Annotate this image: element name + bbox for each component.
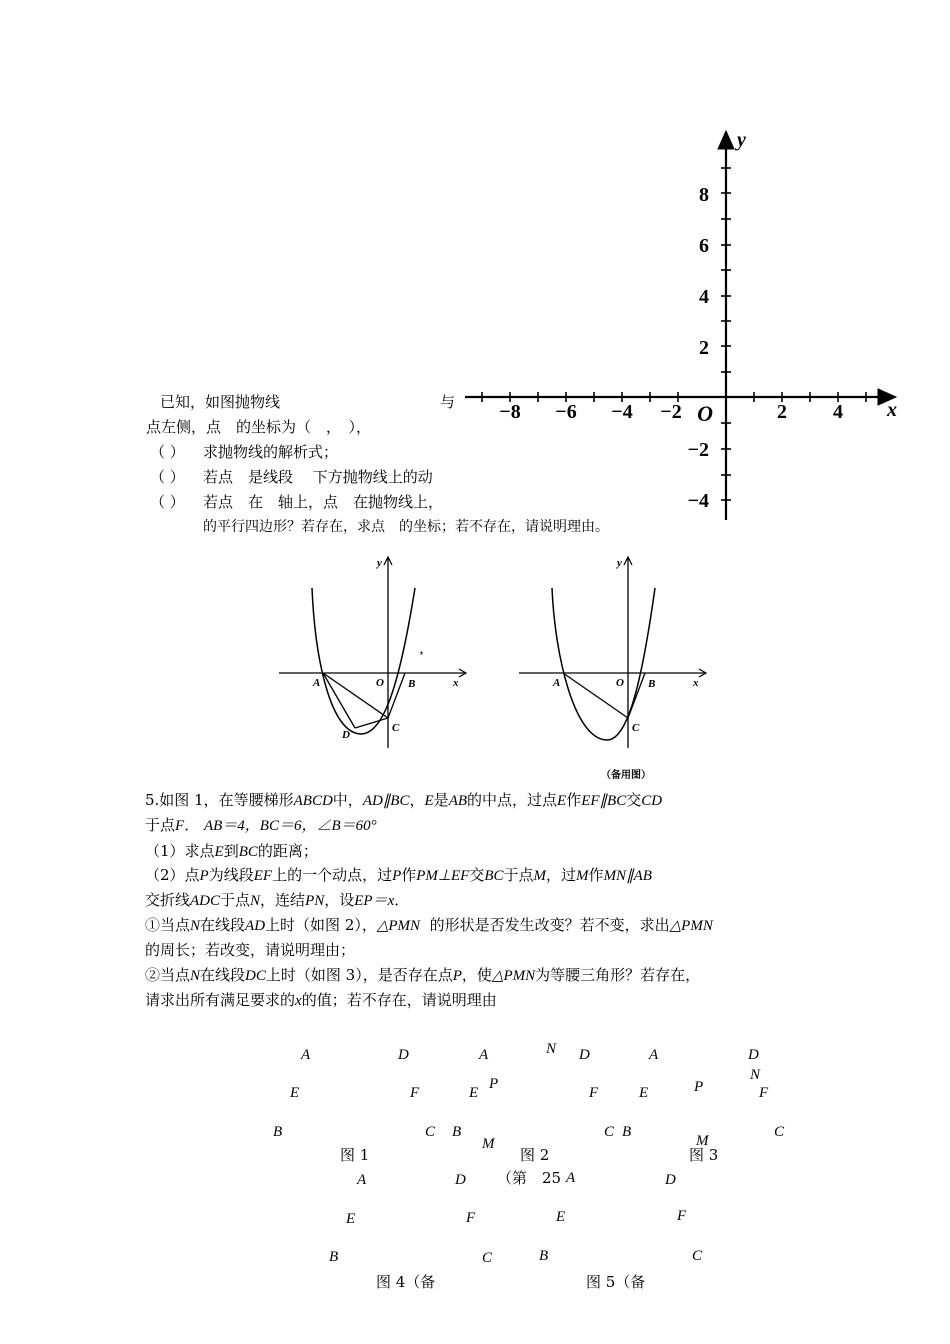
label-D: D [342,729,350,741]
fig4-caption: 图 4（备 [376,1273,436,1291]
fig5-label-F: F [677,1208,687,1224]
svg-text:,: , [420,642,423,656]
fig2-label-F: F [589,1085,599,1101]
fig5-label-E: E [556,1209,566,1225]
fig5-label-A: A [566,1170,576,1186]
fig3-label-E: E [639,1085,649,1101]
p5-line9: 请求出所有满足要求的x的值；若不存在，请说明理由 [145,991,497,1009]
p5-line3: （1）求点E到BC的距离； [145,842,318,860]
parabola-figure-main [275,548,475,753]
x-tick-label: −4 [611,401,633,423]
p5-line6: ①当点N在线段AD上时（如图 2），△PMN 的形状是否发生改变？若不变，求出△PMN [145,916,713,934]
fig2-label-N: N [546,1041,557,1057]
p4-q3-line2: 的平行四边形？若存在，求点 的坐标；若不存在，请说明理由。 [203,519,609,535]
label-O: O [376,677,384,689]
fig2-label-D: D [579,1047,590,1063]
fig4-label-D: D [455,1172,466,1188]
x-tick-label: 2 [777,401,787,423]
label-y: y [617,557,622,569]
p4-q3-num: （ ） [150,493,185,511]
p4-q1-num: （ ） [150,443,185,461]
y-tick-label: 6 [699,235,709,257]
label-x: x [453,677,459,689]
fig1-label-B: B [273,1124,283,1140]
fig5-caption: 图 5（备 [586,1273,646,1291]
fig4-label-E: E [346,1211,356,1227]
label-B: B [408,678,416,690]
p5-line8: ②当点N在线段DC上时（如图 3），是否存在点P，使△PMN为等腰三角形？若存在， [145,966,701,984]
label-x: x [693,677,699,689]
p4-q2-text: 若点 是线段 下方抛物线上的动 [203,468,433,486]
p4-q3-text: 若点 在 轴上，点 在抛物线上， [203,493,444,511]
middle-caption: （第 25 [497,1169,562,1187]
label-O: O [616,677,624,689]
fig1-caption: 图 1 [340,1146,370,1164]
spare-figure-caption: （备用图） [601,770,651,781]
p4-line1-tail: 与 [440,393,456,411]
fig5-label-D: D [665,1172,676,1188]
fig1-label-C: C [425,1124,436,1140]
y-tick-label: 2 [699,337,709,359]
label-A: A [313,677,321,689]
label-C: C [392,722,400,734]
x-tick-label: −8 [499,401,521,423]
fig4-label-F: F [466,1210,476,1226]
fig2-caption: 图 2 [520,1146,550,1164]
fig5-label-B: B [539,1248,549,1264]
fig3-label-B: B [622,1124,632,1140]
fig4-label-A: A [357,1172,367,1188]
y-tick-label: −4 [687,490,709,512]
fig3-label-N: N [750,1067,761,1083]
fig4-label-B: B [329,1249,339,1265]
x-axis-label: x [887,399,897,421]
p4-line1: 已知，如图抛物线 [160,393,281,411]
fig2-label-E: E [469,1085,479,1101]
fig1-label-D: D [398,1047,409,1063]
y-tick-label: 4 [699,286,709,308]
label-C: C [632,722,640,734]
coordinate-axes-figure [455,120,905,530]
p5-line2: 于点F． AB＝4，BC＝6，∠B＝60° [145,816,377,834]
p4-q1-text: 求抛物线的解析式； [203,443,339,461]
fig2-label-M: M [482,1136,495,1152]
fig5-label-C: C [692,1248,703,1264]
p5-line5: 交折线ADC于点N，连结PN，设EP＝x． [145,891,410,909]
fig2-label-B: B [452,1124,462,1140]
fig3-label-C: C [774,1124,785,1140]
y-tick-label: 8 [699,184,709,206]
fig3-label-D: D [748,1047,759,1063]
p5-line1: 5.如图 1，在等腰梯形ABCD中，AD∥BC，E是AB的中点，过点E作EF∥BC交CD [145,791,663,809]
fig3-label-A: A [649,1047,659,1063]
x-tick-label: −6 [555,401,577,423]
fig3-label-P: P [694,1079,704,1095]
fig2-label-C: C [604,1124,615,1140]
p4-q2-num: （ ） [150,468,185,486]
fig2-label-A: A [479,1047,489,1063]
y-axis-label: y [737,129,746,151]
label-A: A [553,677,561,689]
fig3-label-M: M [696,1133,709,1149]
parabola-curve [552,588,655,740]
x-tick-label: −2 [660,401,682,423]
fig3-caption: 图 3 [689,1146,719,1164]
fig3-label-F: F [759,1085,769,1101]
fig4-label-C: C [482,1250,493,1266]
p5-line4: （2）点P为线段EF上的一个动点，过P作PM⊥EF交BC于点M，过M作MN∥AB [145,866,652,884]
fig1-label-A: A [301,1047,311,1063]
origin-label: O [697,401,713,426]
x-tick-label: 4 [833,401,843,423]
fig2-label-P: P [489,1076,499,1092]
p5-line7: 的周长；若改变，请说明理由； [145,941,356,959]
p4-line2: 点左侧，点 的坐标为（ ， ）， [146,418,372,436]
parabola-curve [312,588,415,734]
y-tick-label: −2 [687,439,709,461]
fig1-label-F: F [410,1085,420,1101]
fig1-label-E: E [290,1085,300,1101]
parabola-figure-spare [515,548,715,783]
label-y: y [377,557,382,569]
label-B: B [648,678,656,690]
